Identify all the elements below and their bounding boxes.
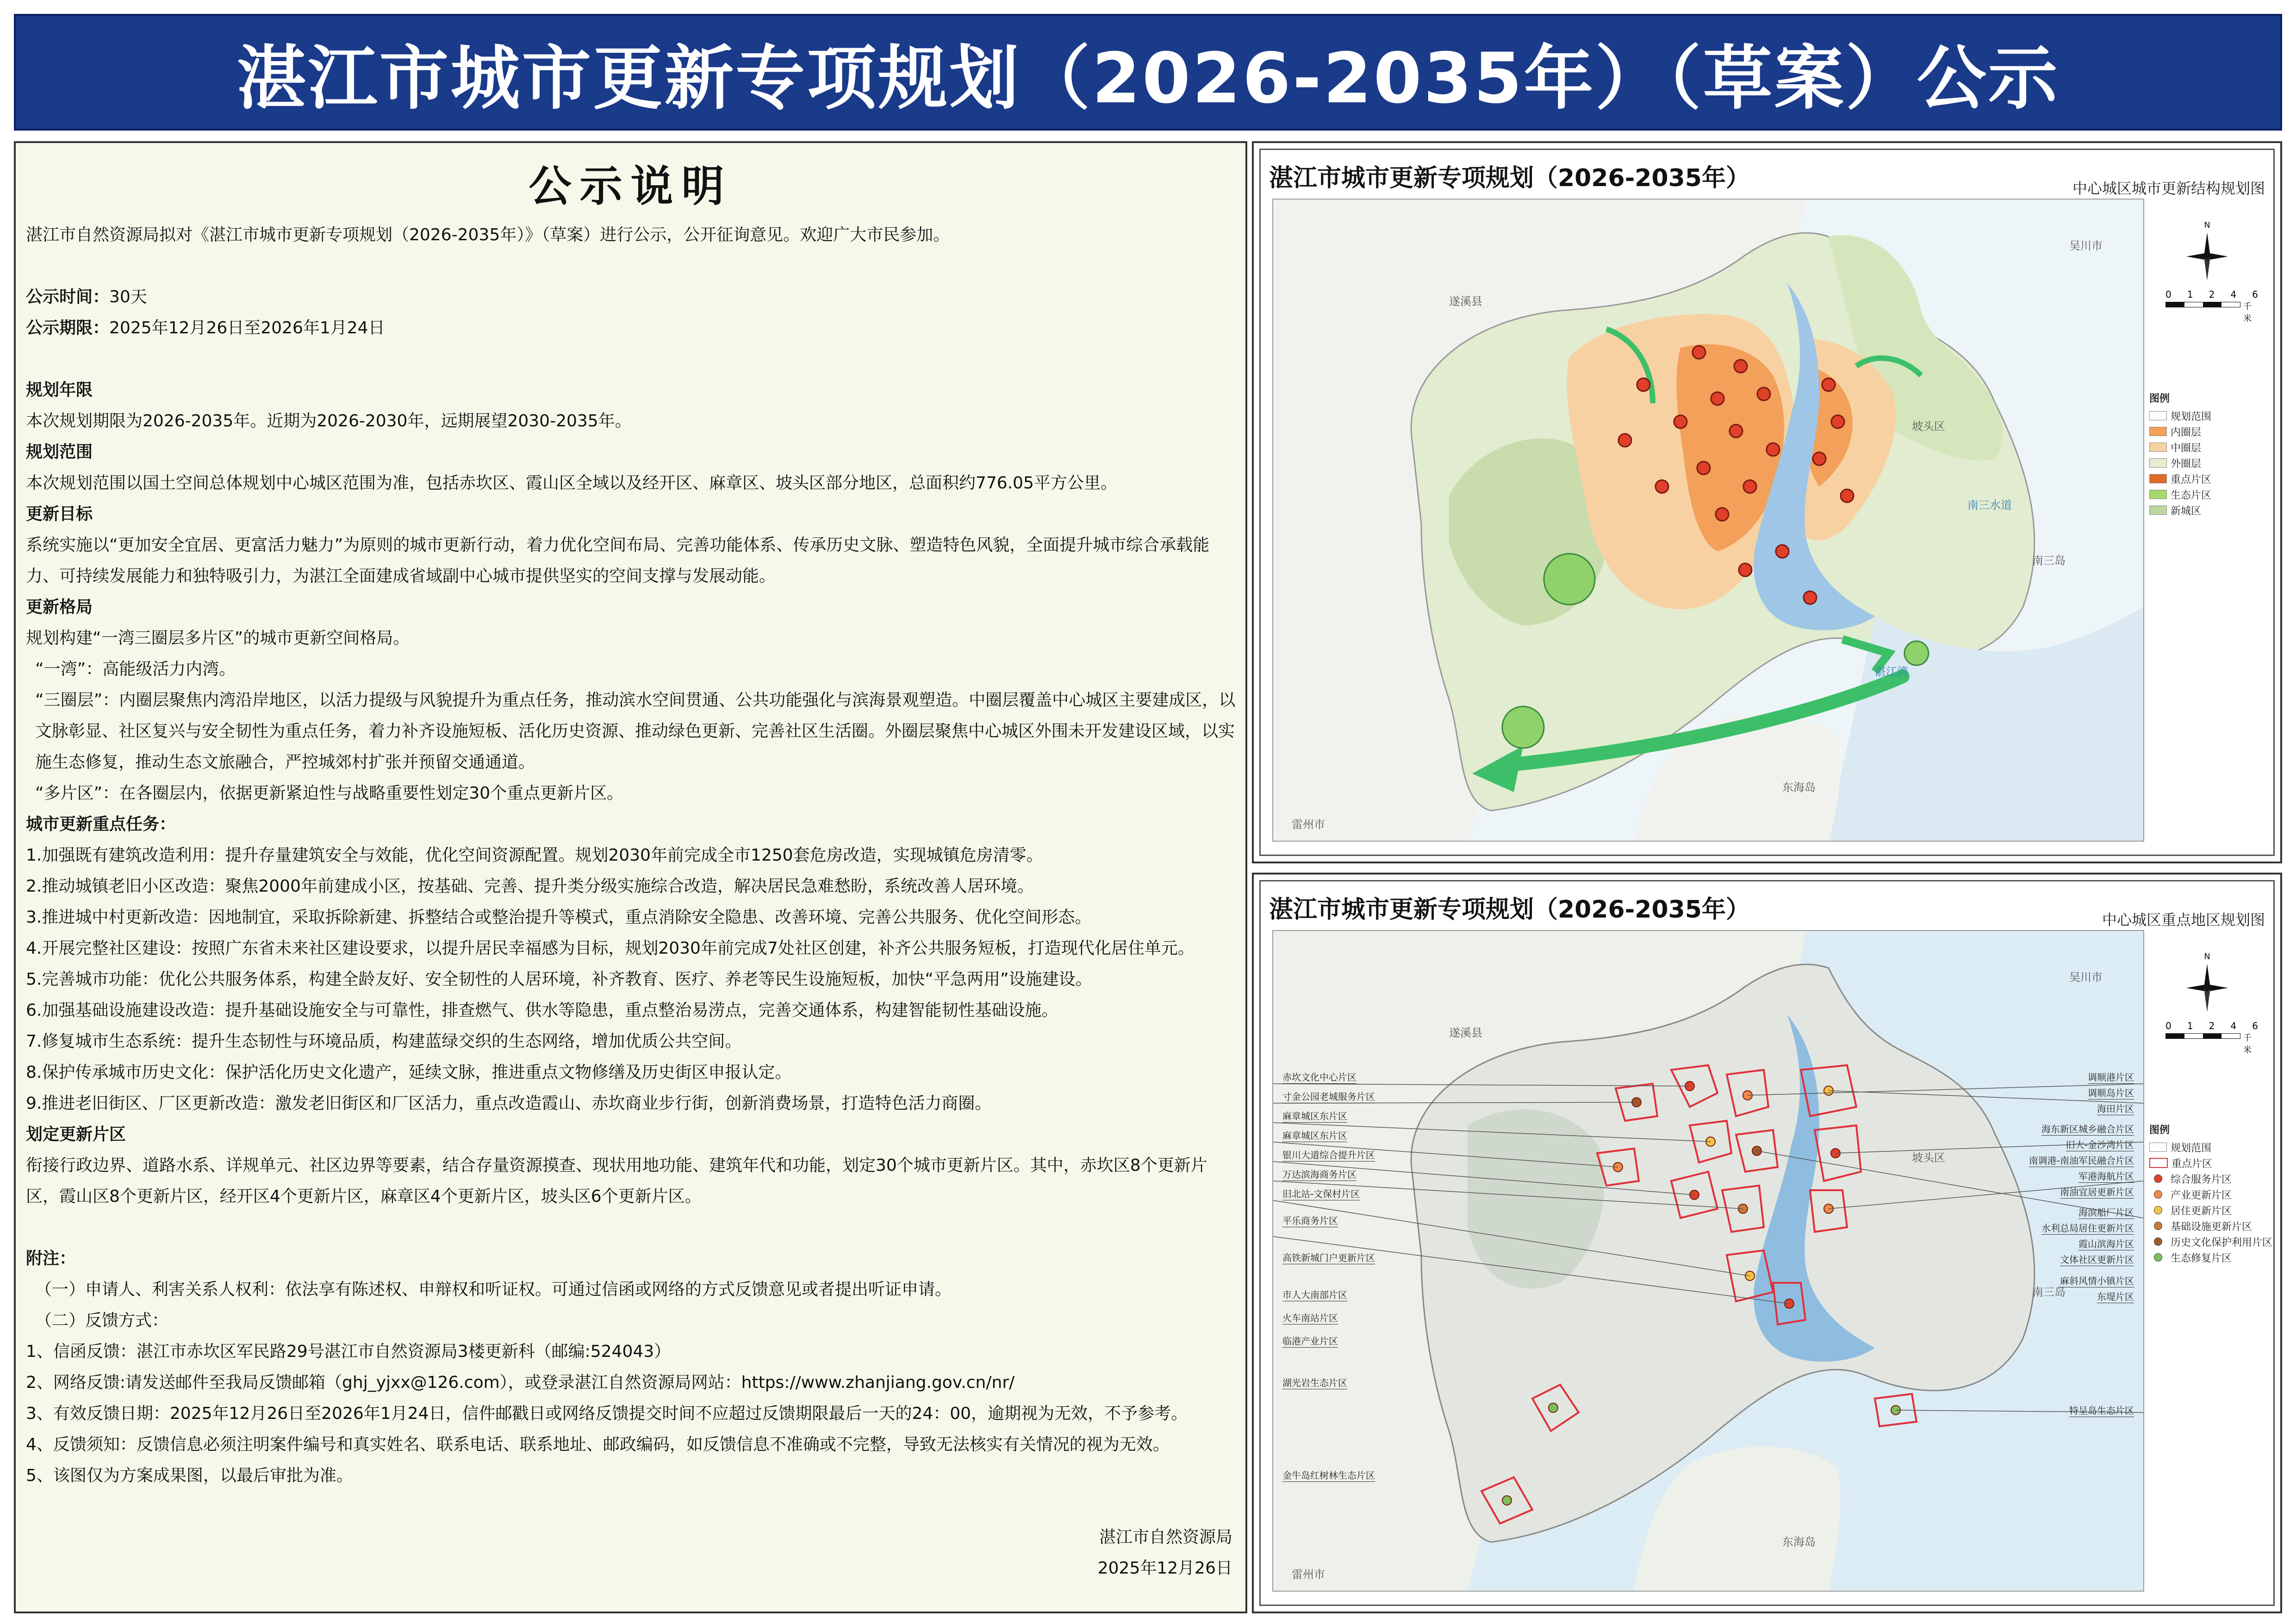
scale-tick: 1 [2187,1020,2193,1031]
legend-title: 图例 [2149,393,2170,405]
note-item: （一）申请人、利害关系人权利：依法享有陈述权、申辩权和听证权。可通过信函或网络的方式反馈意见或者提出听证申请。 [35,1280,952,1299]
zone-label: 银川大道综合提升片区 [1282,1148,1375,1162]
zone-label: 市人大南部片区 [1282,1287,1347,1301]
note-item: 5、该图仅为方案成果图，以最后审批为准。 [26,1466,353,1485]
scope-title: 规划范围 [26,443,93,462]
map-subtitle: 中心城区城市更新结构规划图 [2072,180,2265,197]
svg-text:N: N [2204,952,2210,962]
scale-tick: 2 [2209,289,2215,300]
scale-tick: 0 [2165,289,2172,300]
place-label: 遂溪县 [1449,295,1482,308]
legend-item: 规划范围 [2149,1139,2270,1155]
key-area-map-graphic [1273,931,2143,1591]
scale-tick: 6 [2252,1020,2258,1031]
zone-label: 寸金公园老城服务片区 [1282,1089,1375,1103]
legend-item: 重点片区 [2149,471,2270,487]
zone-label: 东堤片区 [2097,1289,2134,1303]
legend-item: 新城区 [2149,502,2270,518]
zone-label: 火车南站片区 [1282,1311,1338,1324]
task-item: 3.推进城中村更新改造：因地制宜，采取拆除新建、拆整结合或整治提升等模式，重点消除安全隐患、改善环境、完善公共服务、优化空间形态。 [26,908,1092,927]
pattern-zones: “多片区”：在各圈层内，依据更新紧迫性与战略重要性划定30个重点更新片区。 [35,784,624,803]
zone-label: 海滨船厂片区 [2078,1205,2134,1219]
zone-label: 旧北站-文保村片区 [1282,1187,1360,1200]
signature-date: 2025年12月26日 [1097,1559,1232,1578]
zone-label: 麻斜风情小镇片区 [2060,1274,2134,1287]
notice-period: 公示时间：30天 [26,287,147,306]
legend-item: 生态修复片区 [2149,1249,2270,1265]
zones-text: 衔接行政边界、道路水系、详规单元、社区边界等要素，结合存量资源摸查、现状用地功能、建筑年代和功能，划定30个城市更新片区。其中，赤坎区8个更新片区，霞山区8个更新片区，经开区4个更新片区，麻章区4个更新片区，坡头区6个更新片区。 [26,1156,1207,1206]
task-item: 2.推动城镇老旧小区改造：聚焦2000年前建成小区，按基础、完善、提升类分级实施综合改造，解决居民急难愁盼，系统改善人居环境。 [26,877,1034,896]
signature-org: 湛江市自然资源局 [1099,1528,1232,1547]
place-label: 坡头区 [1912,1151,1945,1164]
task-item: 4.开展完整社区建设：按照广东省未来社区建设要求，以提升居民幸福感为目标，规划2030年前完成7处社区创建，补齐公共服务短板，打造现代化居住单元。 [26,939,1195,958]
task-item: 1.加强既有建筑改造利用：提升存量建筑安全与效能，优化空间资源配置。规划2030年前完成全市1250套危房改造，实现城镇危房清零。 [26,846,1043,865]
zone-label: 南油宜居更新片区 [2060,1185,2134,1199]
scale-tick: 1 [2187,289,2193,300]
zone-label: 特呈岛生态片区 [2069,1403,2134,1417]
north-arrow-icon [2182,219,2233,284]
place-label: 吴川市 [2069,239,2103,252]
map-title: 湛江市城市更新专项规划（2026-2035年） [1269,164,1750,192]
pattern-bay: “一湾”：高能级活力内湾。 [35,660,236,679]
scale-bar [2165,1020,2258,1055]
scale-tick: 4 [2230,1020,2237,1031]
legend-item: 外圈层 [2149,455,2270,471]
note-item: 3、有效反馈日期：2025年12月26日至2026年1月24日，信件邮戳日或网络反馈提交时间不应超过反馈期限最后一天的24：00，逾期视为无效，不予参考。 [26,1404,1188,1423]
place-label: 南三岛 [2032,1286,2066,1299]
term-text: 本次规划期限为2026-2035年。近期为2026-2030年，远期展望2030-2035年。 [26,412,632,431]
scale-unit: 千米 [2243,1033,2252,1055]
legend [2149,391,2270,518]
goal-text: 系统实施以“更加安全宜居、更富活力魅力”为原则的城市更新行动，着力优化空间布局、完善功能体系、传承历史文脉、塑造特色风貌，全面提升城市综合承载能力、可持续发展能力和独特吸引力，为湛江全面建成省域副中心城市提供坚实的空间支撑与发展动能。 [26,536,1210,586]
legend-item: 居住更新片区 [2149,1202,2270,1218]
notice-signature [1098,1522,1232,1584]
north-arrow-icon [2182,951,2233,1016]
pattern-intro: 规划构建“一湾三圈层多片区”的城市更新空间格局。 [26,629,410,648]
zone-label: 万达滨海商务片区 [1282,1167,1356,1181]
legend-title: 图例 [2149,1124,2170,1136]
svg-text:N: N [2204,220,2210,230]
notice-panel [14,141,1247,1613]
legend-item: 产业更新片区 [2149,1187,2270,1202]
notice-heading: 公示说明 [529,162,733,211]
zone-label: 调顺岛片区 [2088,1086,2134,1099]
notice-body [26,219,1238,1491]
zone-label: 军港海航片区 [2078,1169,2134,1183]
page-title: 湛江市城市更新专项规划（2026-2035年）（草案）公示 [236,38,2060,119]
scale-bar [2165,289,2258,324]
note-item: 2、网络反馈:请发送邮件至我局反馈邮箱（ghj_yjxx@126.com），或登录湛江自然资源局网站：https://www.zhanjiang.gov.cn/nr/ [26,1373,1015,1392]
zone-label: 临港产业片区 [1282,1334,1338,1348]
task-item: 8.保护传承城市历史文化：保护活化历史文化遗产，延续文脉，推进重点文物修缮及历史街区申报认定。 [26,1063,792,1082]
place-label: 湛江湾 [1875,665,1908,678]
zone-label: 麻章城区东片区 [1282,1128,1347,1142]
zone-label: 海田片区 [2097,1101,2134,1115]
tasks-title: 城市更新重点任务： [26,815,176,834]
place-label: 坡头区 [1912,420,1945,433]
legend-item: 规划范围 [2149,408,2270,424]
legend [2149,1122,2273,1265]
place-label: 遂溪县 [1449,1026,1482,1039]
structure-map [1272,199,2144,842]
scale-tick: 2 [2209,1020,2215,1031]
legend-item: 中圈层 [2149,439,2270,455]
place-label: 东海岛 [1782,781,1816,794]
pattern-title: 更新格局 [26,598,93,617]
legend-item: 历史文化保护利用片区 [2149,1234,2270,1249]
zone-label: 金牛岛红树林生态片区 [1282,1468,1375,1482]
task-item: 5.完善城市功能：优化公共服务体系，构建全龄友好、安全韧性的人居环境，补齐教育、医疗、养老等民生设施短板，加快“平急两用”设施建设。 [26,970,1092,989]
task-item: 6.加强基础设施建设改造：提升基础设施安全与可靠性，排查燃气、供水等隐患，重点整治易涝点，完善交通体系，构建智能韧性基础设施。 [26,1001,1058,1020]
zone-label: 麻章城区东片区 [1282,1109,1347,1123]
scale-tick: 6 [2252,289,2258,300]
goal-title: 更新目标 [26,505,93,524]
scope-text: 本次规划范围以国土空间总体规划中心城区范围为准，包括赤坎区、霞山区全域以及经开区、麻章区、坡头区部分地区，总面积约776.05平方公里。 [26,474,1117,493]
zone-label: 水利总局居住更新片区 [2041,1221,2134,1235]
pattern-rings: “三圈层”：内圈层聚焦内湾沿岸地区，以活力提级与风貌提升为重点任务，推动滨水空间贯通、公共功能强化与滨海景观塑造。中圈层覆盖中心城区主要建成区，以文脉彰显、社区复兴与安全韧性为重点任务，着力补齐设施短板、活化历史资源、推动绿色更新、完善社区生活圈。外圈层聚焦中心城区外围未开发建设区域，以实施生态修复，推动生态文旅融合，严控城郊村扩张并预留交通通道。 [35,691,1236,772]
zone-label: 调顺港片区 [2088,1070,2134,1084]
structure-map-panel [1252,141,2282,863]
map-title: 湛江市城市更新专项规划（2026-2035年） [1269,896,1750,924]
zones-title: 划定更新片区 [26,1125,126,1144]
map-subtitle: 中心城区重点地区规划图 [2102,911,2265,929]
legend-item: 基础设施更新片区 [2149,1218,2270,1234]
zone-label: 南调港-南油军民融合片区 [2029,1153,2134,1167]
notice-deadline: 公示期限：2025年12月26日至2026年1月24日 [26,319,385,337]
zone-label: 赤坎文化中心片区 [1282,1070,1356,1084]
place-label: 东海岛 [1782,1536,1816,1549]
key-area-map-panel [1252,873,2282,1613]
scale-tick: 4 [2230,289,2237,300]
legend-item: 生态片区 [2149,487,2270,502]
place-label: 雷州市 [1292,1568,1325,1581]
zone-label: 湖光岩生态片区 [1282,1375,1347,1389]
legend-item: 重点片区 [2149,1155,2270,1171]
term-title: 规划年限 [26,381,93,400]
task-item: 9.推进老旧街区、厂区更新改造：激发老旧街区和厂区活力，重点改造霞山、赤坎商业步行街，创新消费场景，打造特色活力商圈。 [26,1094,992,1113]
place-label: 吴川市 [2069,971,2103,984]
structure-map-graphic [1273,200,2143,841]
zone-label: 文体社区更新片区 [2060,1252,2134,1266]
task-item: 7.修复城市生态系统：提升生态韧性与环境品质，构建蓝绿交织的生态网络，增加优质公共空间。 [26,1032,742,1051]
legend-item: 综合服务片区 [2149,1171,2270,1187]
place-label: 南三岛 [2032,554,2066,567]
zone-label: 高铁新城门户更新片区 [1282,1250,1375,1264]
place-label: 南三水道 [1967,499,2012,512]
notice-intro: 湛江市自然资源局拟对《湛江市城市更新专项规划（2026-2035年）》（草案）进行公示，公开征询意见。欢迎广大市民参加。 [26,225,950,244]
note-item: （二）反馈方式： [35,1311,169,1330]
zone-label: 平乐商务片区 [1282,1213,1338,1227]
key-area-map [1272,930,2144,1592]
note-item: 4、反馈须知：反馈信息必须注明案件编号和真实姓名、联系电话、联系地址、邮政编码，如反馈信息不准确或不完整，导致无法核实有关情况的视为无效。 [26,1435,1170,1454]
place-label: 雷州市 [1292,818,1325,831]
zone-label: 海东新区城乡融合片区 [2041,1122,2134,1136]
zone-label: 霞山滨海片区 [2078,1237,2134,1250]
legend-item: 内圈层 [2149,424,2270,439]
note-item: 1、信函反馈：湛江市赤坎区军民路29号湛江市自然资源局3楼更新科（邮编:524043） [26,1342,671,1361]
scale-tick: 0 [2165,1020,2172,1031]
zone-label: 旧大-金沙湾片区 [2066,1137,2134,1151]
page-header [14,14,2282,131]
scale-unit: 千米 [2243,302,2252,324]
notes-title: 附注： [26,1249,76,1268]
